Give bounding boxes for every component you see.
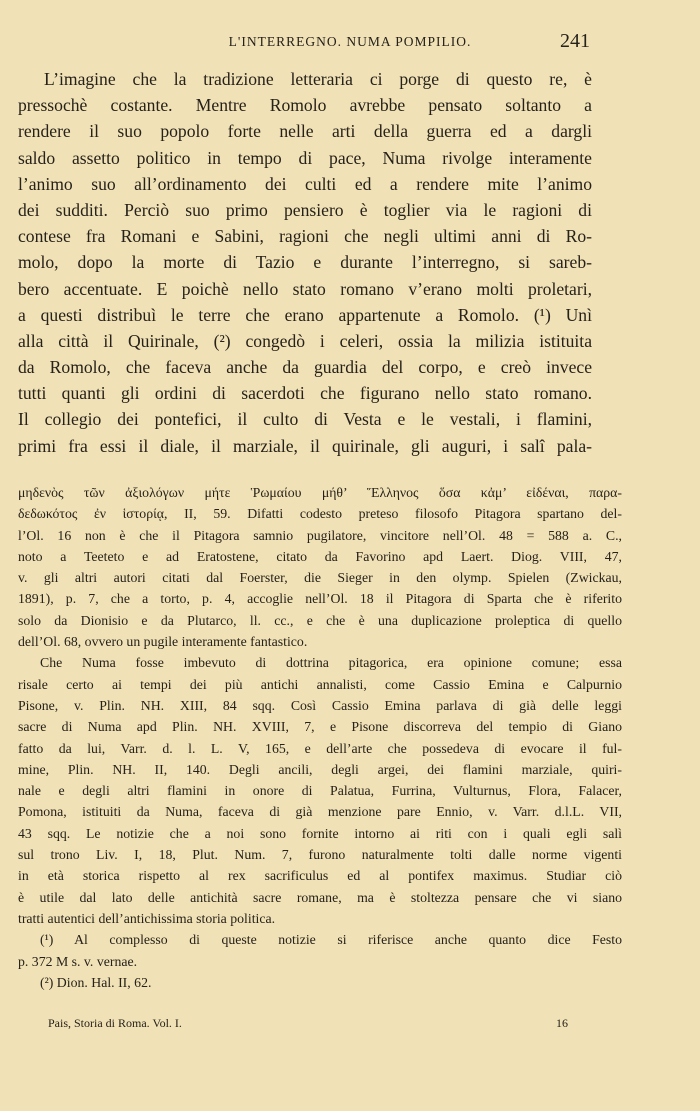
footnote-line: l’Ol. 16 non è che il Pitagora samnio pugilatore, vincitore nell’Ol. 48 = 588 a. C., [18, 527, 622, 543]
footnote-line: p. 372 M s. v. vernae. [18, 953, 138, 969]
text-line: molo, dopo la morte di Tazio e durante l’interregno, si sareb- [18, 252, 592, 273]
text-line: bero accentuate. E poichè nello stato romano v’erano molti proletari, [18, 278, 592, 299]
text-line: L’imagine che la tradizione letteraria ci porge di questo re, è [44, 69, 592, 89]
text-line: Il collegio dei pontefici, il culto di Vesta e le vestali, i flamini, [18, 409, 592, 430]
footnote-line: sacre di Numa apd Plin. NH. XVIII, 7, e Pisone discorreva del tempio di Giano [18, 719, 622, 735]
footnote-line: (¹) Al complesso di queste notizie si riferisce anche quanto dice Festo [40, 932, 622, 948]
text-line: rendere il suo popolo forte nelle arti della guerra ed a dargli [18, 121, 592, 142]
page-number: 241 [560, 30, 590, 52]
footnote-line: è utile dal lato delle antichità sacre romane, ma è stoltezza pensare che vi siano [18, 889, 622, 905]
running-head: L'INTERREGNO. NUMA POMPILIO. [228, 34, 472, 49]
footnote-line: μηδενὸς τῶν ἀξιολόγων μήτε Ῥωμαίου μήθ’ Ἕλληνος ὅσα κἀμ’ εἰδέναι, παρα- [18, 485, 622, 500]
footnote-line: dell’Ol. 68, ovvero un pugile interamente fantastico. [18, 634, 308, 650]
footnote-line: risale certo ai tempi dei più antichi annalisti, come Cassio Emina e Calpurnio [18, 676, 622, 692]
text-line: l’animo suo all’ordinamento dei culti ed a rendere mite l’animo [18, 173, 592, 194]
text-line: primi fra essi il diale, il marziale, il quirinale, gli auguri, i salî pala- [18, 435, 592, 456]
text-line: a questi distribuì le terre che erano appartenute a Romolo. (¹) Unì [18, 304, 592, 325]
footnote-line: Che Numa fosse imbevuto di dottrina pitagorica, era opinione comune; essa [40, 655, 622, 671]
footnote-line: (²) Dion. Hal. II, 62. [40, 974, 152, 990]
footnote-line: Pisone, v. Plin. NH. XIII, 84 sqq. Così Cassio Emina parlava di già delle leggi [18, 697, 622, 713]
footnote-line: Pomona, istituiti da Numa, faceva di già menzione pare Ennio, v. Varr. d.l.L. VII, [18, 804, 622, 820]
footnote-line: nale e degli altri flamini in onore di Palatua, Furrina, Vulturnus, Flora, Falacer, [18, 783, 622, 799]
footnote-line: noto a Teeteto e ad Eratostene, citato da Favorino apd Laert. Diog. VIII, 47, [18, 548, 622, 564]
footnote-line: 1891), p. 7, che a torto, p. 4, accoglie nell’Ol. 18 il Pitagora di Sparta che è riferito [18, 591, 622, 607]
footer-sheet-number: 16 [556, 1016, 568, 1030]
page-footer [48, 1016, 568, 1036]
main-text [18, 66, 592, 459]
footnote-line: solo da Dionisio e da Plutarco, ll. cc., e che è una duplicazione proleptica di quello [18, 612, 622, 628]
text-line: saldo assetto politico in tempo di pace, Numa rivolge interamente [18, 147, 592, 168]
text-line: pressochè costante. Mentre Romolo avrebbe pensato soltanto a [18, 95, 592, 116]
footnote-line: tratti autentici dell’antichissima storia politica. [18, 910, 276, 926]
footnote-line: sul trono Liv. I, 18, Plut. Num. 7, furono naturalmente tolti dalle norme vigenti [18, 847, 622, 863]
footnote-line: v. gli altri autori citati dal Foerster, die Sieger in den olymp. Spielen (Zwickau, [18, 570, 622, 586]
text-line: dei sudditi. Perciò suo primo pensiero è toglier via le ragioni di [18, 199, 592, 220]
text-line: tutti quanti gli ordini di sacerdoti che figurano nello stato romano. [18, 383, 592, 404]
text-line: contese fra Romani e Sabini, ragioni che negli ultimi anni di Ro- [18, 226, 592, 247]
footnote-line: mine, Plin. NH. II, 140. Degli ancili, degli argei, dei flamini marziale, quiri- [18, 761, 622, 777]
footer-signature: Pais, Storia di Roma. Vol. I. [48, 1016, 182, 1030]
footnote-line: fatto da lui, Varr. d. l. L. V, 165, e dell’arte che possedeva di evocare il ful- [18, 740, 622, 756]
footnote-line: δεδωκότος ἐν ἱστορίᾳ, II, 59. Difatti codesto preteso filosofo Pitagora spartano del- [18, 506, 622, 522]
footnotes [18, 482, 622, 993]
footnote-line: 43 sqq. Le notizie che a noi sono fornite intorno ai riti con i quali egli salì [18, 825, 622, 841]
footnote-line: in età storica rispetto al rex sacrificulus ed al pontifex maximus. Studiar ciò [18, 868, 622, 884]
text-line: alla città il Quirinale, (²) congedò i celeri, ossia la milizia istituita [18, 330, 592, 351]
text-line: da Romolo, che faceva anche da guardia del corpo, e creò invece [18, 357, 592, 378]
page-header [0, 30, 700, 56]
